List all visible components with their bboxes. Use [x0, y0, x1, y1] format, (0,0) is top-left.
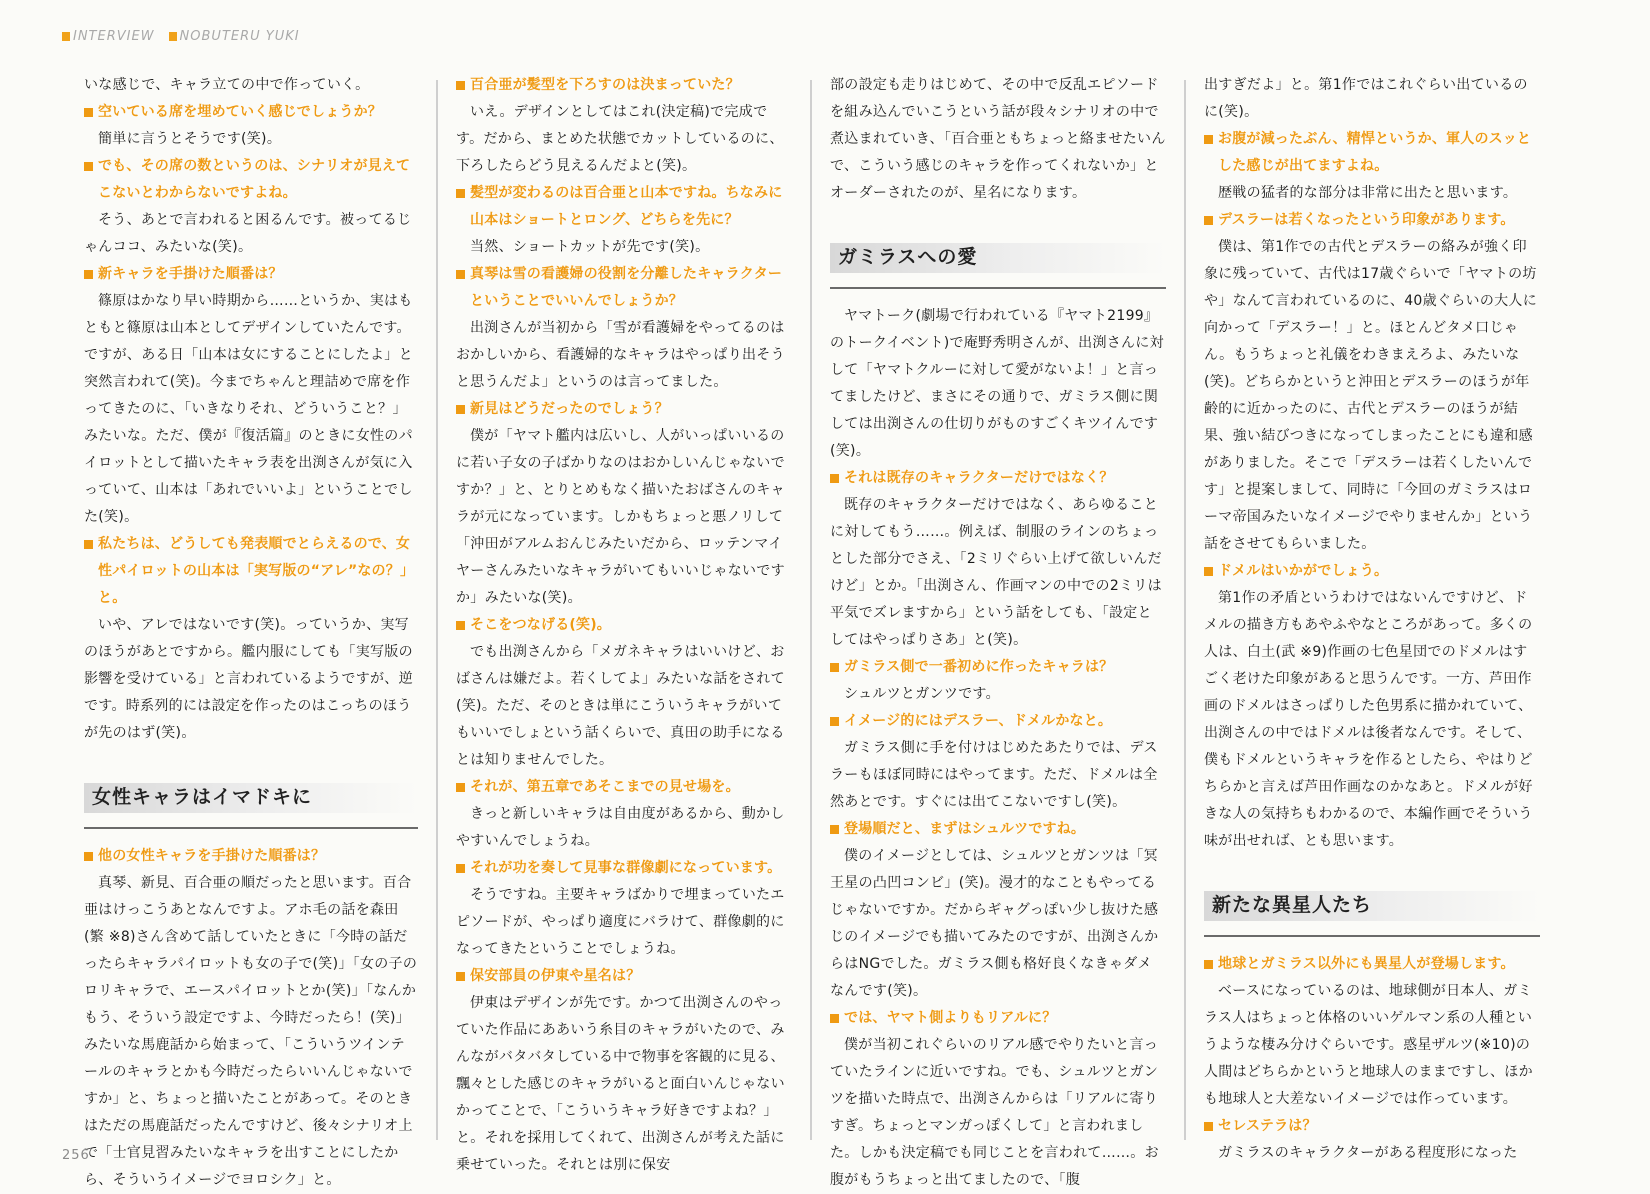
interview-answer: 簡単に言うとそうです(笑)。 [98, 131, 282, 147]
interview-answer: 当然、ショートカットが先です(笑)。 [470, 239, 710, 255]
interview-answer: そう、あとで言われると困るんです。被ってるじゃんココ、みたいな(笑)。 [84, 212, 412, 255]
interview-answer: でも出渕さんから「メガネキャラはいいけど、おばさんは嫌だよ。若くしてよ」みたいな話をされて(笑)。ただ、そのときは単にこういうキャラがいてもいいでしょという話くらいで、真田の助手になるとは知りませんでした。 [456, 644, 785, 768]
interview-question: 他の女性キャラを手掛けた順番は？ [84, 843, 418, 870]
interview-question: イメージ的にはデスラー、ドメルかなと。 [830, 708, 1166, 735]
column-divider [436, 80, 438, 1140]
interview-question: 真琴は雪の看護婦の役割を分離したキャラクターということでいいんでしょうか？ [456, 261, 792, 315]
interview-question: 登場順だと、まずはシュルツですね。 [830, 816, 1166, 843]
interview-answer: 出すぎだよ」と。第1作ではこれぐらい出ているのに(笑)。 [1204, 77, 1528, 120]
interview-question: 地球とガミラス以外にも異星人が登場します。 [1204, 951, 1540, 978]
column-divider [810, 80, 812, 1140]
interview-answer: そうですね。主要キャラばかりで埋まっていたエピソードが、やっぱり適度にバラけて、群像劇的になってきたということでしょうね。 [456, 887, 785, 957]
interview-question: 空いている席を埋めていく感じでしょうか？ [84, 99, 418, 126]
section-heading-text: ガミラスへの愛 [838, 246, 978, 268]
interview-answer: 真琴、新見、百合亜の順だったと思います。百合亜はけっこうあとなんですよ。アホ毛の話を森田(繁 ※8)さん含めて話していたときに「今時の話だったらキャラパイロットも女の子で(笑)」「女の子のロリキャラで、エースパイロットとか(笑)」「なんかもう、そういう設定ですよ、今時だったら！(笑)」みたいな馬鹿話から始まって、「こういうツインテールのキャラとかも今時だったらいいんじゃないですか」と、ちょっと描いたことがあって。そのときはただの馬鹿話だったんですけど、後々シナリオ上で「士官見習みたいなキャラを出すことにしたから、そういうイメージでヨロシク」と。 [84, 875, 418, 1188]
interview-question: そこをつなげる(笑)。 [456, 612, 792, 639]
interview-question: デスラーは若くなったという印象があります。 [1204, 207, 1540, 234]
interview-question: でも、その席の数というのは、シナリオが見えてこないとわからないですよね。 [84, 153, 418, 207]
interview-answer: 僕のイメージとしては、シュルツとガンツは「冥王星の凸凹コンビ」(笑)。漫才的なこともやってるじゃないですか。だからギャグっぽい少し抜けた感じのイメージでも描いてみたのですが、出渕さんからはNGでした。ガミラス側も格好良くなきゃダメなんです(笑)。 [830, 848, 1159, 999]
column-divider [1184, 80, 1186, 1140]
section-heading [1204, 879, 1540, 937]
interview-answer: きっと新しいキャラは自由度があるから、動かしやすいんでしょうね。 [456, 806, 785, 849]
interview-answer: 僕が「ヤマト艦内は広いし、人がいっぱいいるのに若い子女の子ばかりなのはおかしいんじゃないですか？」と、とりとめもなく描いたおばさんのキャラが元になっています。しかもちょっと悪ノリして「沖田がアルムおんじみたいだから、ロッテンマイヤーさんみたいなキャラがいてもいいじゃないですか」みたいな(笑)。 [456, 428, 785, 606]
interview-answer: いや、アレではないです(笑)。っていうか、実写のほうがあとですから。艦内服にしても「実写版の影響を受けている」と言われているようですが、逆です。時系列的には設定を作ったのはこっちのほうが先のはず(笑)。 [84, 617, 413, 741]
interview-answer: 部の設定も走りはじめて、その中で反乱エピソードを組み込んでいこうという話が段々シナリオの中で煮込まれていき、「百合亜ともちょっと絡ませたいんで、こういう感じのキャラを作ってくれないか」とオーダーされたのが、星名になります。 [830, 77, 1166, 201]
interview-answer: ベースになっているのは、地球側が日本人、ガミラス人はちょっと体格のいいゲルマン系の人種というような棲み分けぐらいです。惑星ザルツ(※10)の人間はどちらかというと地球人のままですし、ほかも地球人と大差ないイメージでは作っています。 [1204, 983, 1533, 1107]
interview-answer: 篠原はかなり早い時期から……というか、実はもともと篠原は山本としてデザインしていたんです。ですが、ある日「山本は女にすることにしたよ」と突然言われて(笑)。今までちゃんと理詰めで席を作ってきたのに、「いきなりそれ、どういうこと？」みたいな。ただ、僕が『復活篇』のときに女性のパイロットとして描いたキャラ表を出渕さんが気に入っていて、山本は「あれでいいよ」ということでした(笑)。 [84, 293, 413, 525]
header-section-label: INTERVIEW [73, 28, 155, 44]
interview-answer: 歴戦の猛者的な部分は非常に出たと思います。 [1218, 185, 1518, 201]
interview-question: それが功を奏して見事な群像劇になっています。 [456, 855, 792, 882]
interview-question: お腹が減ったぶん、精悍というか、軍人のスッとした感じが出てますよね。 [1204, 126, 1540, 180]
interview-question: ドメルはいかがでしょう。 [1204, 558, 1540, 585]
interview-question: ガミラス側で一番初めに作ったキャラは？ [830, 654, 1166, 681]
interview-question: 保安部員の伊東や星名は？ [456, 963, 792, 990]
orange-square-icon [62, 32, 70, 41]
interview-answer: 伊東はデザインが先です。かつて出渕さんのやっていた作品にああいう糸目のキャラがいたので、みんながバタバタしている中で物事を客観的に見る、飄々とした感じのキャラがいると面白いんじゃないかってことで、「こういうキャラ好きですよね？」と。それを採用してくれて、出渕さんが考えた話に乗せていった。それとは別に保安 [456, 995, 785, 1173]
page-number: 256 [62, 1148, 90, 1163]
section-heading [84, 771, 418, 829]
interview-question: 私たちは、どうしても発表順でとらえるので、女性パイロットの山本は「実写版の“アレ”なの？」と。 [84, 531, 418, 612]
section-heading-text: 新たな異星人たち [1212, 894, 1373, 916]
interview-question: それが、第五章であそこまでの見せ場を。 [456, 774, 792, 801]
text-column-2 [456, 72, 792, 1173]
interview-answer: ヤマトーク(劇場で行われている『ヤマト2199』のトークイベント)で庵野秀明さんが、出渕さんに対して「ヤマトクルーに対して愛がないよ！」と言ってましたけど、まさにその通りで、ガミラス側に関しては出渕さんの仕切りがものすごくキツイんです(笑)。 [830, 308, 1164, 459]
text-column-1 [84, 72, 418, 1188]
interview-question: 新キャラを手掛けた順番は？ [84, 261, 418, 288]
text-column-3 [830, 72, 1166, 1188]
interview-answer: 僕が当初これぐらいのリアル感でやりたいと言っていたラインに近いですね。でも、シュルツとガンツを描いた時点で、出渕さんからは「リアルに寄りすぎ。ちょっとマンガっぽくして」と言われました。しかも決定稿でも同じことを言われて……。お腹がもうちょっと出てましたので、「腹 [830, 1037, 1159, 1188]
interview-answer: 僕は、第1作での古代とデスラーの絡みが強く印象に残っていて、古代は17歳ぐらいで「ヤマトの坊や」なんて言われているのに、40歳ぐらいの大人に向かって「デスラー！」と。ほとんどタメ口じゃん。もうちょっと礼儀をわきまえろよ、みたいな(笑)。どちらかというと沖田とデスラーのほうが年齢的に近かったのに、古代とデスラーのほうが結果、強い結びつきになってしまったことにも違和感がありました。そこで「デスラーは若くしたいんです」と提案しまして、同時に「今回のガミラスはローマ帝国みたいなイメージでやりませんか」という話をさせてもらいました。 [1204, 239, 1538, 552]
text-column-4 [1204, 72, 1540, 1161]
header-section [62, 29, 155, 44]
orange-square-icon [169, 32, 177, 41]
interview-answer: いえ。デザインとしてはこれ(決定稿)で完成です。だから、まとめた状態でカットしているのに、下ろしたらどう見えるんだよと(笑)。 [456, 104, 784, 174]
interview-question: 新見はどうだったのでしょう？ [456, 396, 792, 423]
interview-question: では、ヤマト側よりもリアルに？ [830, 1005, 1166, 1032]
interview-answer: 出渕さんが当初から「雪が看護婦をやってるのはおかしいから、看護婦的なキャラはやっぱり出そうと思うんだよ」というのは言ってました。 [456, 320, 785, 390]
interview-answer: 第1作の矛盾というわけではないんですけど、ドメルの描き方もあやふやなところがあって。多くの人は、白土(武 ※9)作画の七色星団でのドメルはすごく老けた印象があると思うんです。一方、芦田作画のドメルはさっぱりした色男系に描かれていて、出渕さんの中ではドメルは後者なんです。そして、僕もドメルというキャラを作るとしたら、やはりどちらかと言えば芦田作画なのかなあと。ドメルが好きな人の気持ちもわかるので、本編作画でそういう味が出せれば、とも思います。 [1204, 590, 1533, 849]
interview-answer: シュルツとガンツです。 [844, 686, 1000, 702]
interview-question: 髪型が変わるのは百合亜と山本ですね。ちなみに山本はショートとロング、どちらを先に？ [456, 180, 792, 234]
interview-answer: 既存のキャラクターだけではなく、あらゆることに対してもう……。例えば、制服のラインのちょっとした部分でさえ、「2ミリぐらい上げて欲しいんだけど」とか。「出渕さん、作画マンの中での2ミリは平気でズレますから」という話をしても、「設定としてはやっぱりさあ」と(笑)。 [830, 497, 1162, 648]
section-heading [830, 231, 1166, 289]
interview-answer: ガミラス側に手を付けはじめたあたりでは、デスラーもほぼ同時にはやってます。ただ、ドメルは全然あとです。すぐには出てこないですし(笑)。 [830, 740, 1158, 810]
section-heading-text: 女性キャラはイマドキに [92, 786, 313, 808]
running-header [62, 26, 300, 46]
header-person [169, 29, 300, 44]
interview-answer: いな感じで、キャラ立ての中で作っていく。 [84, 77, 370, 93]
interview-answer: ガミラスのキャラクターがある程度形になった [1218, 1145, 1518, 1161]
header-person-label: NOBUTERU YUKI [179, 28, 300, 44]
interview-question: 百合亜が髪型を下ろすのは決まっていた？ [456, 72, 792, 99]
interview-question: それは既存のキャラクターだけではなく？ [830, 465, 1166, 492]
interview-question: セレステラは？ [1204, 1113, 1540, 1140]
